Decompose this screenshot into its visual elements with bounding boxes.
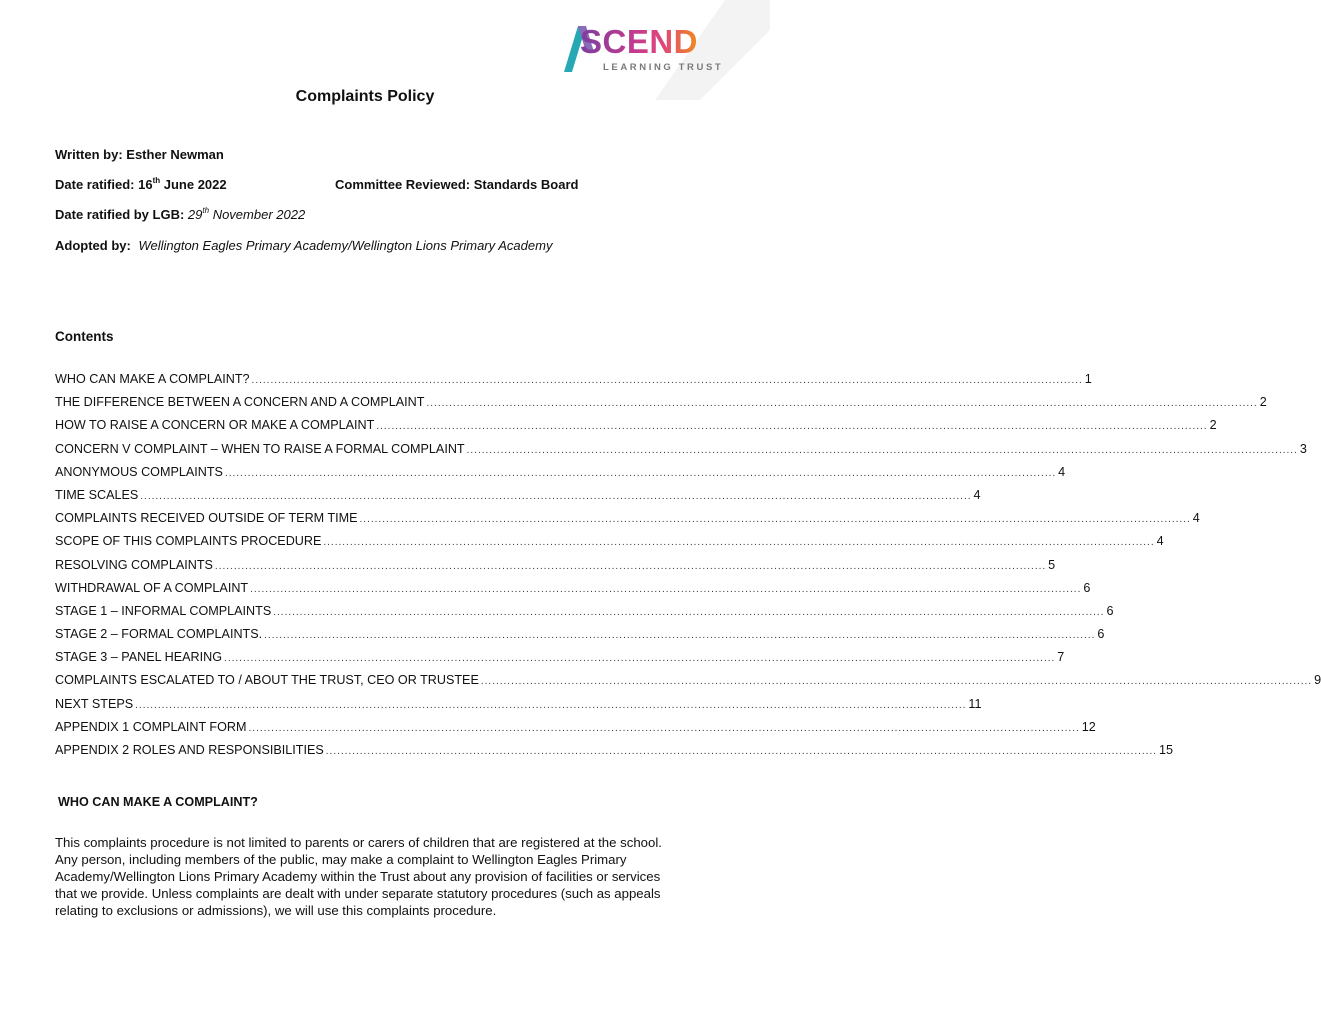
written-by-label: Written by: (55, 147, 123, 162)
toc-leader-dots: ............................................................................................................................................................................................................................ (248, 722, 1080, 734)
committee-line (335, 177, 578, 192)
page-title: Complaints Policy (295, 88, 435, 105)
toc-entry-page: 1 (1084, 372, 1092, 386)
toc-leader-dots: ............................................................................................................................................................................................................................ (214, 560, 1047, 572)
toc-entry-title: STAGE 2 – FORMAL COMPLAINTS. (55, 627, 263, 642)
toc-entry[interactable] (55, 696, 982, 720)
lgb-rest: November 2022 (212, 207, 306, 222)
date-ratified-sup: th (152, 176, 161, 185)
toc-entry-title: THE DIFFERENCE BETWEEN A CONCERN AND A COMPLAINT (55, 395, 425, 410)
toc-entry[interactable] (55, 603, 1114, 627)
toc-entry[interactable] (55, 580, 1091, 604)
toc-entry[interactable] (55, 627, 1105, 650)
logo-subtitle: LEARNING TRUST (603, 62, 724, 73)
date-ratified-line (55, 177, 227, 192)
toc-entry-page: 3 (1299, 441, 1307, 456)
toc-entry-page: 4 (1192, 511, 1200, 526)
toc-entry[interactable] (55, 372, 1092, 395)
toc-entry-title: WITHDRAWAL OF A COMPLAINT (55, 580, 249, 595)
toc-entry-page: 6 (1083, 580, 1091, 595)
lgb-line (55, 207, 305, 222)
toc-entry-page: 2 (1209, 418, 1217, 433)
section-body: This complaints procedure is not limited to parents or carers of children that are registered at the school. Any person, including members of the public, may make a complaint to Wellington Eagles Primary Academy/Wellington Lions Primary Academy within the Trust about any provision of facilities or services that we provide. Unless complaints are dealt with under separate statutory procedures (such as appeals relating to exclusions or admissions), we will use this complaints procedure. (55, 835, 662, 918)
toc-entry-title: STAGE 3 – PANEL HEARING (55, 650, 223, 665)
toc-entry-title: SCOPE OF THIS COMPLAINTS PROCEDURE (55, 534, 322, 549)
toc-entry-title: ANONYMOUS COMPLAINTS (55, 464, 223, 479)
toc-leader-dots: ............................................................................................................................................................................................................................ (264, 630, 1096, 642)
section-heading: WHO CAN MAKE A COMPLAINT? (58, 795, 258, 809)
toc-leader-dots: ............................................................................................................................................................................................................................ (325, 746, 1157, 757)
toc-entry[interactable] (55, 441, 1307, 465)
toc-entry-title: RESOLVING COMPLAINTS (55, 557, 213, 572)
toc-entry[interactable] (55, 464, 1066, 488)
toc-entry-page: 5 (1048, 557, 1056, 572)
toc-entry-title: NEXT STEPS (55, 696, 134, 711)
toc-leader-dots: ............................................................................................................................................................................................................................ (273, 606, 1105, 618)
toc-entry-page: 2 (1259, 395, 1267, 410)
toc-leader-dots: ............................................................................................................................................................................................................................ (323, 537, 1155, 549)
toc-entry-page: 9 (1314, 673, 1321, 688)
lgb-label: Date ratified by LGB: (55, 207, 185, 222)
toc-leader-dots: ............................................................................................................................................................................................................................ (251, 375, 1083, 386)
date-ratified-day: 16 (138, 177, 153, 192)
toc-entry-title: COMPLAINTS ESCALATED TO / ABOUT THE TRUST, CEO OR TRUSTEE (55, 673, 479, 688)
toc-entry-title: APPENDIX 2 ROLES AND RESPONSIBILITIES (55, 743, 324, 757)
committee-value: Standards Board (473, 177, 579, 192)
toc-entry[interactable] (55, 395, 1267, 418)
lgb-sup: th (202, 206, 210, 215)
date-ratified-rest: June 2022 (163, 177, 227, 192)
adopted-line (55, 238, 552, 253)
toc-entry-page: 4 (973, 487, 981, 502)
toc-entry-page: 6 (1097, 627, 1105, 642)
toc-leader-dots: ............................................................................................................................................................................................................................ (376, 421, 1208, 433)
toc-entry-title: COMPLAINTS RECEIVED OUTSIDE OF TERM TIME (55, 511, 358, 526)
toc-entry-page: 6 (1106, 603, 1114, 618)
toc-entry[interactable] (55, 719, 1096, 743)
toc-entry-page: 15 (1159, 743, 1174, 757)
toc-entry-title: WHO CAN MAKE A COMPLAINT? (55, 372, 250, 386)
toc-entry-page: 4 (1058, 464, 1066, 479)
lgb-day: 29 (187, 207, 203, 222)
toc-entry[interactable] (55, 418, 1217, 441)
table-of-contents (55, 372, 1321, 766)
toc-entry-title: APPENDIX 1 COMPLAINT FORM (55, 719, 247, 734)
toc-entry-page: 11 (968, 696, 982, 711)
toc-entry[interactable] (55, 534, 1164, 557)
toc-entry-title: STAGE 1 – INFORMAL COMPLAINTS (55, 603, 272, 618)
toc-entry[interactable] (55, 673, 1321, 696)
toc-leader-dots: ............................................................................................................................................................................................................................ (224, 653, 1056, 665)
toc-entry-page: 4 (1156, 534, 1164, 549)
toc-entry[interactable] (55, 743, 1174, 766)
toc-leader-dots: ............................................................................................................................................................................................................................ (140, 490, 972, 502)
toc-leader-dots: ............................................................................................................................................................................................................................ (224, 467, 1057, 479)
toc-entry[interactable] (55, 487, 981, 511)
toc-leader-dots: ............................................................................................................................................................................................................................ (359, 514, 1191, 526)
toc-entry-title: HOW TO RAISE A CONCERN OR MAKE A COMPLAINT (55, 418, 375, 433)
adopted-value: Wellington Eagles Primary Academy/Wellington Lions Primary Academy (138, 238, 553, 253)
date-ratified-label: Date ratified: (55, 177, 135, 192)
toc-entry-page: 7 (1057, 650, 1065, 665)
toc-entry-title: TIME SCALES (55, 487, 139, 502)
written-by-line (55, 147, 224, 162)
written-by-value: Esther Newman (126, 147, 224, 162)
ascend-logo (558, 22, 738, 78)
adopted-label: Adopted by: (55, 238, 131, 253)
toc-entry[interactable] (55, 511, 1200, 534)
toc-leader-dots: ............................................................................................................................................................................................................................ (135, 699, 967, 711)
toc-entry[interactable] (55, 650, 1065, 673)
toc-entry[interactable] (55, 557, 1056, 581)
committee-label: Committee Reviewed: (335, 177, 471, 192)
contents-heading: Contents (55, 329, 114, 344)
toc-entry-title: CONCERN V COMPLAINT – WHEN TO RAISE A FORMAL COMPLAINT (55, 441, 465, 456)
toc-leader-dots: ............................................................................................................................................................................................................................ (426, 398, 1258, 410)
toc-leader-dots: ............................................................................................................................................................................................................................ (480, 676, 1313, 688)
toc-leader-dots: ............................................................................................................................................................................................................................ (250, 583, 1082, 595)
toc-leader-dots: ............................................................................................................................................................................................................................ (466, 444, 1298, 456)
logo-letters: SCEND (580, 23, 699, 60)
logo-wordmark (580, 22, 698, 62)
toc-entry-page: 12 (1081, 719, 1096, 734)
